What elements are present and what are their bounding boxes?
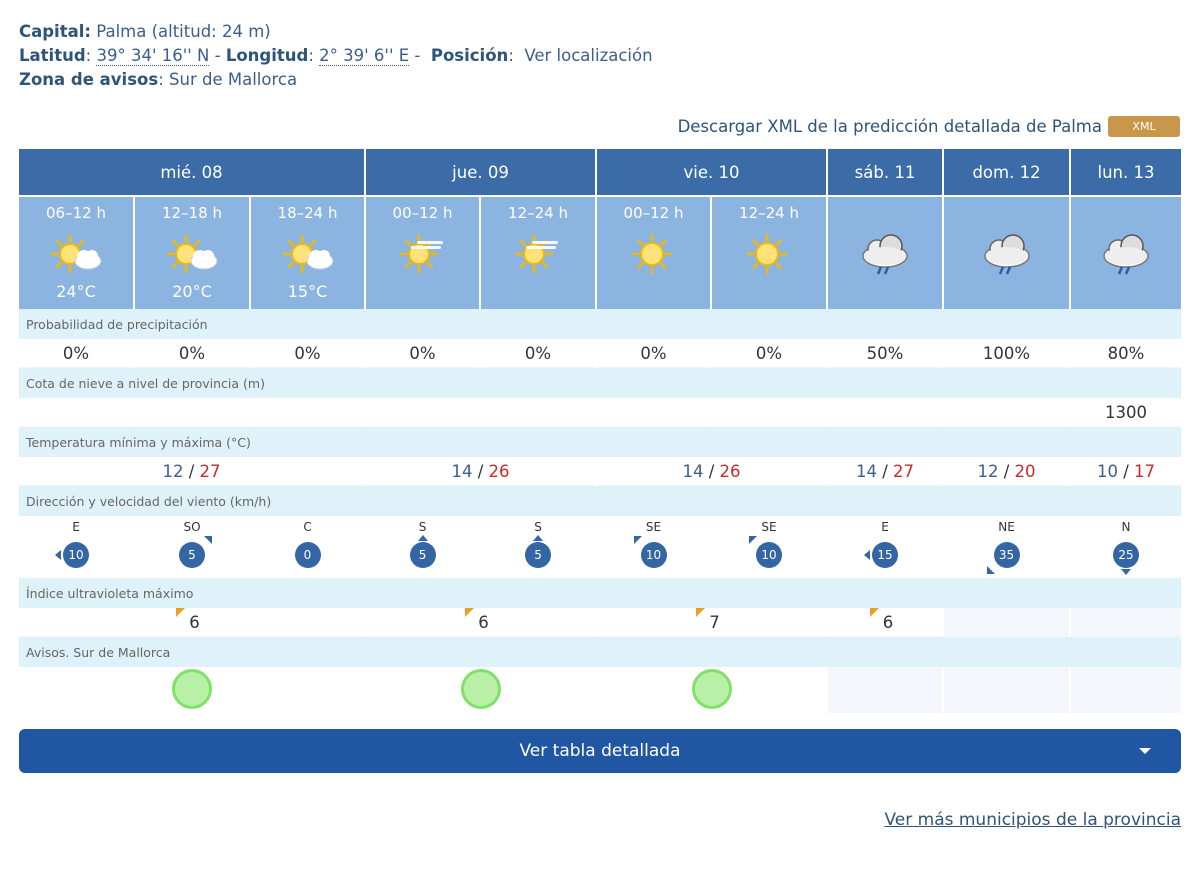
- xml-download-row: [678, 114, 1180, 138]
- wind-direction: N: [1121, 520, 1131, 534]
- precip-cell: 0%: [134, 339, 250, 368]
- wind-cell: [596, 516, 711, 578]
- period-label: [1071, 204, 1181, 224]
- day-header: dom. 12: [943, 149, 1070, 196]
- period-label: 00–12 h: [623, 204, 684, 222]
- day-header: mié. 08: [19, 149, 365, 196]
- temp-cell: 14 / 27: [827, 457, 943, 486]
- wind-cell: [943, 516, 1070, 578]
- wind-direction: E: [72, 520, 80, 534]
- wind-direction: E: [881, 520, 889, 534]
- uv-section: [19, 578, 1181, 608]
- ver-tabla-detallada-button[interactable]: [19, 729, 1181, 773]
- aviso-cell: [1070, 667, 1181, 713]
- capital-line: Capital: Palma (altitud: 24 m): [19, 22, 271, 41]
- snow-cell: [250, 398, 365, 427]
- aviso-cell: [19, 667, 365, 713]
- precip-cell: 0%: [480, 339, 596, 368]
- precip-cell: 0%: [711, 339, 827, 368]
- temp-cell: 12 / 20: [943, 457, 1070, 486]
- wind-speed-badge: 10: [641, 542, 667, 568]
- day-header: jue. 09: [365, 149, 596, 196]
- avisos-section: [19, 637, 1181, 668]
- snow-cell: [827, 398, 943, 427]
- precip-cell: 0%: [19, 339, 134, 368]
- sky-state-cell: [480, 196, 596, 309]
- zona-value: Sur de Mallorca: [169, 70, 298, 89]
- precip-cell: 50%: [827, 339, 943, 368]
- wind-speed-badge: 5: [525, 542, 551, 568]
- precip-cell: 100%: [943, 339, 1070, 368]
- snow-row: [19, 398, 1181, 427]
- location-info: [19, 20, 653, 92]
- period-label: 18–24 h: [277, 204, 338, 222]
- wind-speed-badge: 25: [1113, 542, 1139, 568]
- wind-direction: NE: [998, 520, 1015, 534]
- section-label: Probabilidad de precipitación: [19, 309, 1181, 339]
- wind-arrow-icon: [55, 550, 61, 560]
- wind-cell: [827, 516, 943, 578]
- wind-cell: [711, 516, 827, 578]
- day-header: vie. 10: [596, 149, 827, 196]
- snow-cell: 1300: [1070, 398, 1181, 427]
- wind-direction: S: [534, 520, 542, 534]
- period-label: 12–24 h: [508, 204, 568, 222]
- caret-down-icon: [1139, 748, 1151, 754]
- period-label: 00–12 h: [392, 204, 453, 222]
- rain-cloud-icon: [944, 230, 1069, 280]
- period-temp: 20°C: [172, 282, 212, 301]
- forecast-table: [19, 149, 1181, 713]
- wind-speed-badge: 5: [179, 542, 205, 568]
- period-label: [944, 204, 1069, 224]
- wind-speed-badge: 35: [994, 542, 1020, 568]
- aviso-cell: [943, 667, 1070, 713]
- wind-speed-badge: 10: [63, 542, 89, 568]
- latitude-value: 39° 34' 16'' N: [96, 46, 210, 65]
- temp-cell: 14 / 26: [596, 457, 827, 486]
- sky-state-cell: [827, 196, 943, 309]
- wind-speed-badge: 10: [756, 542, 782, 568]
- sky-state-cell: [250, 196, 365, 309]
- temp-cell: 12 / 27: [19, 457, 365, 486]
- sun-cloud-icon: [251, 230, 364, 280]
- rain-cloud-icon: [1071, 230, 1181, 280]
- wind-direction: SE: [645, 520, 662, 534]
- sky-state-cell: [365, 196, 480, 309]
- day-header: sáb. 11: [827, 149, 943, 196]
- wind-direction: SE: [761, 520, 777, 534]
- snow-cell: [365, 398, 480, 427]
- sky-state-cell: [19, 196, 134, 309]
- uv-row: [19, 608, 1181, 637]
- snow-cell: [943, 398, 1070, 427]
- zona-line: Zona de avisos: Sur de Mallorca: [19, 70, 298, 89]
- snow-cell: [19, 398, 134, 427]
- precip-section: [19, 309, 1181, 339]
- ver-tabla-detallada-label: Ver tabla detallada: [519, 741, 681, 761]
- capital-value: Palma (altitud: 24 m): [96, 22, 271, 41]
- period-label: 12–18 h: [162, 204, 222, 222]
- wind-arrow-icon: [749, 536, 757, 544]
- wind-section: [19, 486, 1181, 517]
- uv-cell: 6: [365, 608, 596, 637]
- xml-download-link[interactable]: Descargar XML de la predicción detallada de Palma: [677, 116, 1102, 136]
- ver-mas-municipios-link[interactable]: Ver más municipios de la provincia: [884, 810, 1181, 830]
- sun-cloud-icon: [19, 230, 133, 280]
- period-label: 12–24 h: [739, 204, 799, 222]
- temp-cell: 14 / 26: [365, 457, 596, 486]
- sun-icon: [712, 230, 826, 280]
- uv-cell: [943, 608, 1070, 637]
- longitude-value: 2° 39' 6'' E: [319, 46, 410, 65]
- precip-cell: 0%: [365, 339, 480, 368]
- section-label: Temperatura mínima y máxima (°C): [19, 427, 1181, 458]
- day-header: lun. 13: [1070, 149, 1181, 196]
- period-temp: 24°C: [56, 282, 96, 301]
- sun-haze-icon: [366, 230, 479, 280]
- wind-cell: [19, 516, 134, 578]
- sun-icon: [597, 230, 710, 280]
- uv-cell: 6: [19, 608, 365, 637]
- wind-cell: [365, 516, 480, 578]
- aviso-cell: [596, 667, 827, 713]
- wind-direction: SO: [183, 520, 201, 534]
- wind-arrow-icon: [1121, 569, 1131, 575]
- temp-section: [19, 427, 1181, 458]
- precip-cell: 80%: [1070, 339, 1181, 368]
- precip-cell: 0%: [250, 339, 365, 368]
- aviso-cell: [365, 667, 596, 713]
- uv-cell: [1070, 608, 1181, 637]
- precip-cell: 0%: [596, 339, 711, 368]
- green-alert-icon[interactable]: [692, 669, 732, 709]
- snow-cell: [596, 398, 711, 427]
- section-label: Cota de nieve a nivel de provincia (m): [19, 368, 1181, 399]
- uv-cell: 6: [827, 608, 943, 637]
- wind-direction: C: [303, 520, 312, 534]
- section-label: Índice ultravioleta máximo: [19, 578, 1181, 608]
- sun-cloud-icon: [135, 230, 249, 280]
- wind-cell: [480, 516, 596, 578]
- period-label: 06–12 h: [46, 204, 106, 222]
- wind-arrow-icon: [418, 535, 428, 541]
- wind-row: [19, 516, 1181, 578]
- temp-cell: 10 / 17: [1070, 457, 1181, 486]
- avisos-row: [19, 667, 1181, 713]
- wind-speed-badge: 0: [295, 542, 321, 568]
- rain-cloud-icon: [828, 230, 942, 280]
- aviso-cell: [827, 667, 943, 713]
- sky-state-cell: [943, 196, 1070, 309]
- wind-direction: S: [418, 520, 427, 534]
- xml-button[interactable]: XML: [1108, 116, 1180, 137]
- section-label: Dirección y velocidad del viento (km/h): [19, 486, 1181, 517]
- wind-speed-badge: 5: [410, 542, 436, 568]
- snow-section: [19, 368, 1181, 399]
- wind-arrow-icon: [987, 566, 995, 574]
- wind-arrow-icon: [204, 536, 212, 544]
- period-label: [828, 204, 942, 224]
- sky-state-cell: [711, 196, 827, 309]
- coordinates-line: Latitud: 39° 34' 16'' N - Longitud: 2° 39' 6'' E - Posición: Ver localización: [19, 46, 653, 65]
- sky-state-row: [19, 196, 1181, 309]
- uv-cell: 7: [596, 608, 827, 637]
- sun-haze-icon: [481, 230, 595, 280]
- ver-localizacion-link[interactable]: Ver localización: [524, 46, 653, 65]
- wind-cell: [1070, 516, 1181, 578]
- wind-speed-badge: 15: [872, 542, 898, 568]
- period-temp: 15°C: [287, 282, 328, 301]
- green-alert-icon[interactable]: [172, 669, 212, 709]
- snow-cell: [480, 398, 596, 427]
- sky-state-cell: [134, 196, 250, 309]
- wind-arrow-icon: [634, 536, 642, 544]
- temp-row: [19, 457, 1181, 486]
- sky-state-cell: [596, 196, 711, 309]
- snow-cell: [711, 398, 827, 427]
- precip-row: [19, 339, 1181, 368]
- snow-cell: [134, 398, 250, 427]
- wind-arrow-icon: [533, 535, 543, 541]
- sky-state-cell: [1070, 196, 1181, 309]
- wind-cell: [250, 516, 365, 578]
- wind-arrow-icon: [864, 550, 870, 560]
- wind-cell: [134, 516, 250, 578]
- days-row: [19, 149, 1181, 196]
- green-alert-icon[interactable]: [461, 669, 501, 709]
- section-label: Avisos. Sur de Mallorca: [19, 637, 1181, 668]
